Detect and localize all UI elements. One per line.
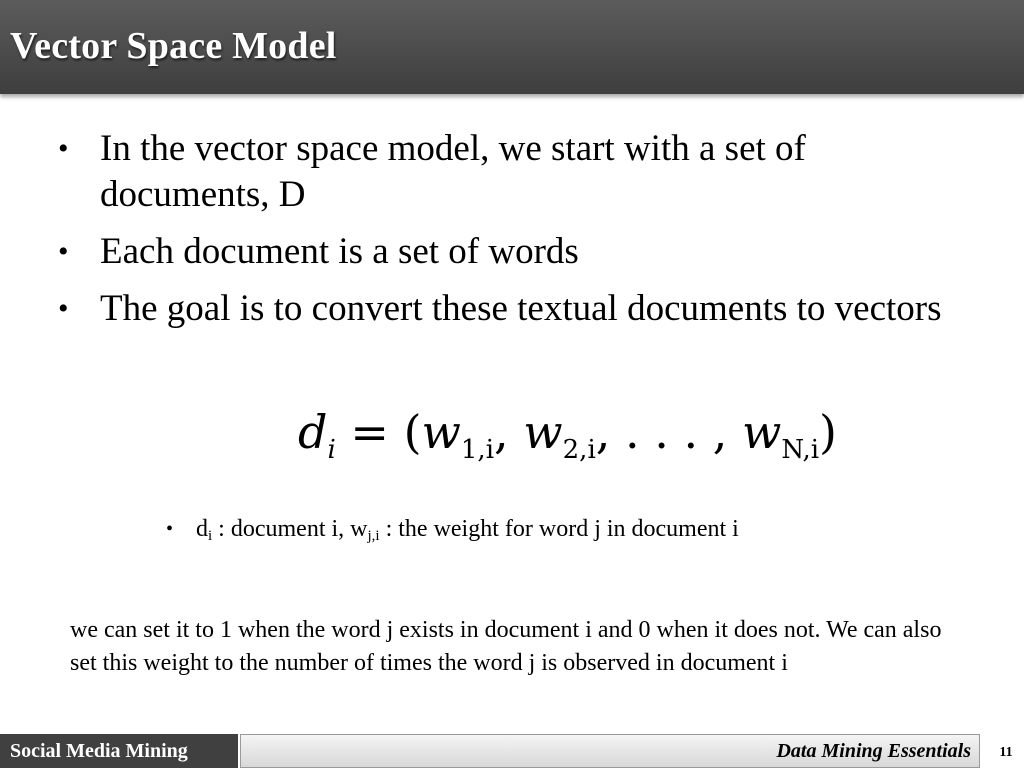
- bullet-dot-icon: •: [58, 235, 69, 268]
- slide-title: Vector Space Model: [10, 25, 337, 67]
- bullet-dot-icon: •: [58, 132, 69, 165]
- formula-w1: w: [421, 405, 461, 459]
- bullet-text: The goal is to convert these textual documents to vectors: [100, 288, 942, 329]
- formula-sep1: ,: [494, 405, 524, 459]
- vector-formula: [298, 400, 837, 465]
- bullet-dot-icon: •: [58, 292, 69, 325]
- bullet-list: [58, 126, 978, 343]
- bullet-item: [58, 286, 978, 332]
- weight-note: we can set it to 1 when the word j exists in document i and 0 when it does not. We can also set this weight to the number of times the word j is observed in document i: [70, 617, 942, 676]
- sub-bullet-mid: : document i, w: [212, 516, 368, 542]
- bullet-text: Each document is a set of words: [100, 231, 579, 272]
- sub-bullet-d-sub: i: [208, 528, 213, 544]
- formula-close: ): [819, 405, 837, 459]
- formula-wn: w: [742, 405, 782, 459]
- sub-bullet-w-sub: j,i: [367, 528, 380, 544]
- formula-w2: w: [523, 405, 563, 459]
- footer-chapter-label: Data Mining Essentials: [240, 734, 980, 768]
- page-number: 11: [999, 745, 1013, 760]
- formula-wn-sub: N,i: [781, 435, 820, 465]
- bullet-text: In the vector space model, we start with a set of documents, D: [100, 128, 806, 215]
- formula-w2-sub: 2,i: [562, 435, 596, 465]
- formula-lhs: d: [298, 405, 328, 459]
- formula-lhs-sub: i: [327, 435, 336, 465]
- sub-bullet: [166, 512, 786, 553]
- sub-bullet-text: [166, 512, 786, 553]
- formula-eq: = (: [335, 405, 422, 459]
- title-bar: [0, 0, 1024, 94]
- sub-bullet-d: d: [196, 516, 208, 542]
- formula-w1-sub: 1,i: [460, 435, 495, 465]
- bullet-item: [58, 229, 978, 275]
- bullet-item: [58, 126, 978, 218]
- sub-bullet-tail: : the weight for word j in document i: [379, 516, 739, 542]
- footer-course-label: Social Media Mining: [0, 734, 238, 768]
- formula-dots: , . . . ,: [595, 405, 742, 459]
- sub-bullet-dot-icon: •: [166, 518, 174, 540]
